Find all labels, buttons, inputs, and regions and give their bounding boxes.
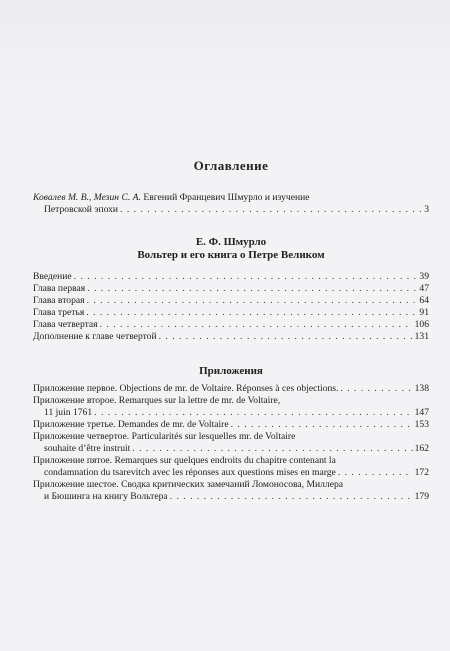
- chapter-title: Введение: [33, 271, 72, 282]
- chapter-entry: [33, 295, 429, 307]
- leader-dots: [74, 271, 418, 283]
- toc-entry-line: [33, 192, 429, 204]
- toc-entry-intro: [33, 192, 429, 216]
- chapter-title: Глава вторая: [33, 295, 85, 306]
- leader-dots: [340, 383, 412, 395]
- chapter-entry: [33, 331, 429, 343]
- table-of-contents: [33, 158, 429, 503]
- intro-authors: Ковалев М. В., Мезин С. А.: [33, 192, 141, 203]
- chapter-title: Дополнение к главе четвертой: [33, 331, 157, 342]
- toc-entry-last-line: [33, 204, 429, 216]
- toc-title: Оглавление: [193, 158, 269, 173]
- intro-line2: Петровской эпохи: [44, 204, 119, 215]
- appendix-entry: [33, 419, 429, 431]
- chapter-page: 106: [414, 319, 429, 330]
- chapter-entry: [33, 307, 429, 319]
- appendix-entry: [33, 479, 429, 503]
- leader-dots: [170, 491, 413, 503]
- chapter-page: 91: [419, 307, 429, 318]
- appendix-line2: souhaite d’être instruit: [44, 443, 131, 454]
- leader-dots: [94, 407, 412, 419]
- appendix-line1: Приложение третье. Demandes de mr. de Voltaire: [33, 419, 229, 430]
- appendix-entry: [33, 383, 429, 395]
- appendix-line1: Приложение шестое. Сводка критических замечаний Ломоносова, Миллера: [33, 479, 344, 490]
- chapter-title: Глава третья: [33, 307, 85, 318]
- leader-dots: [120, 204, 422, 216]
- leader-dots: [100, 319, 413, 331]
- chapter-page: 47: [419, 283, 429, 294]
- appendix-entry: [33, 431, 429, 455]
- leader-dots: [132, 443, 412, 455]
- appendix-page: 147: [414, 407, 429, 418]
- appendix-list: [33, 383, 429, 503]
- leader-dots: [87, 295, 418, 307]
- appendix-line1: Приложение второе. Remarques sur la lettre de mr. de Voltaire,: [33, 395, 281, 406]
- leader-dots: [338, 467, 413, 479]
- chapter-page: 64: [419, 295, 429, 306]
- appendix-page: 162: [414, 443, 429, 454]
- appendix-page: 179: [414, 491, 429, 502]
- chapter-entry: [33, 283, 429, 295]
- appendix-line2: и Бюшинга на книгу Вольтера: [44, 491, 168, 502]
- chapter-title: Глава четвертая: [33, 319, 98, 330]
- leader-dots: [86, 307, 417, 319]
- appendix-line1: Приложение первое. Objections de mr. de Voltaire. Réponses à ces objections.: [33, 383, 339, 394]
- appendix-page: 172: [414, 467, 429, 478]
- book-title: Вольтер и его книга о Петре Великом: [137, 249, 325, 261]
- appendix-line2: condamnation du tsarevitch avec les réponses aux questions mises en marge: [44, 467, 336, 478]
- leader-dots: [87, 283, 417, 295]
- appendix-entry: [33, 395, 429, 419]
- chapter-entry: [33, 271, 429, 283]
- appendix-line1: Приложение пятое. Remarques sur quelques endroits du chapitre contenant la: [33, 455, 336, 466]
- chapter-list: [33, 271, 429, 343]
- chapter-page: 131: [414, 331, 429, 342]
- appendix-line2: 11 juin 1761: [44, 407, 93, 418]
- chapter-entry: [33, 319, 429, 331]
- book-author: Е. Ф. Шмурло: [195, 236, 267, 248]
- leader-dots: [231, 419, 413, 431]
- appendix-title: Приложения: [199, 365, 263, 377]
- intro-page: 3: [424, 204, 429, 215]
- chapter-title: Глава первая: [33, 283, 86, 294]
- chapter-page: 39: [419, 271, 429, 282]
- leader-dots: [159, 331, 413, 343]
- previous-page-bleed-through: [0, 0, 450, 95]
- appendix-line1: Приложение четвертое. Particularités sur lesquelles mr. de Voltaire: [33, 431, 296, 442]
- appendix-page: 138: [414, 383, 429, 394]
- intro-line1: Евгений Францевич Шмурло и изучение: [143, 192, 310, 203]
- appendix-page: 153: [414, 419, 429, 430]
- appendix-entry: [33, 455, 429, 479]
